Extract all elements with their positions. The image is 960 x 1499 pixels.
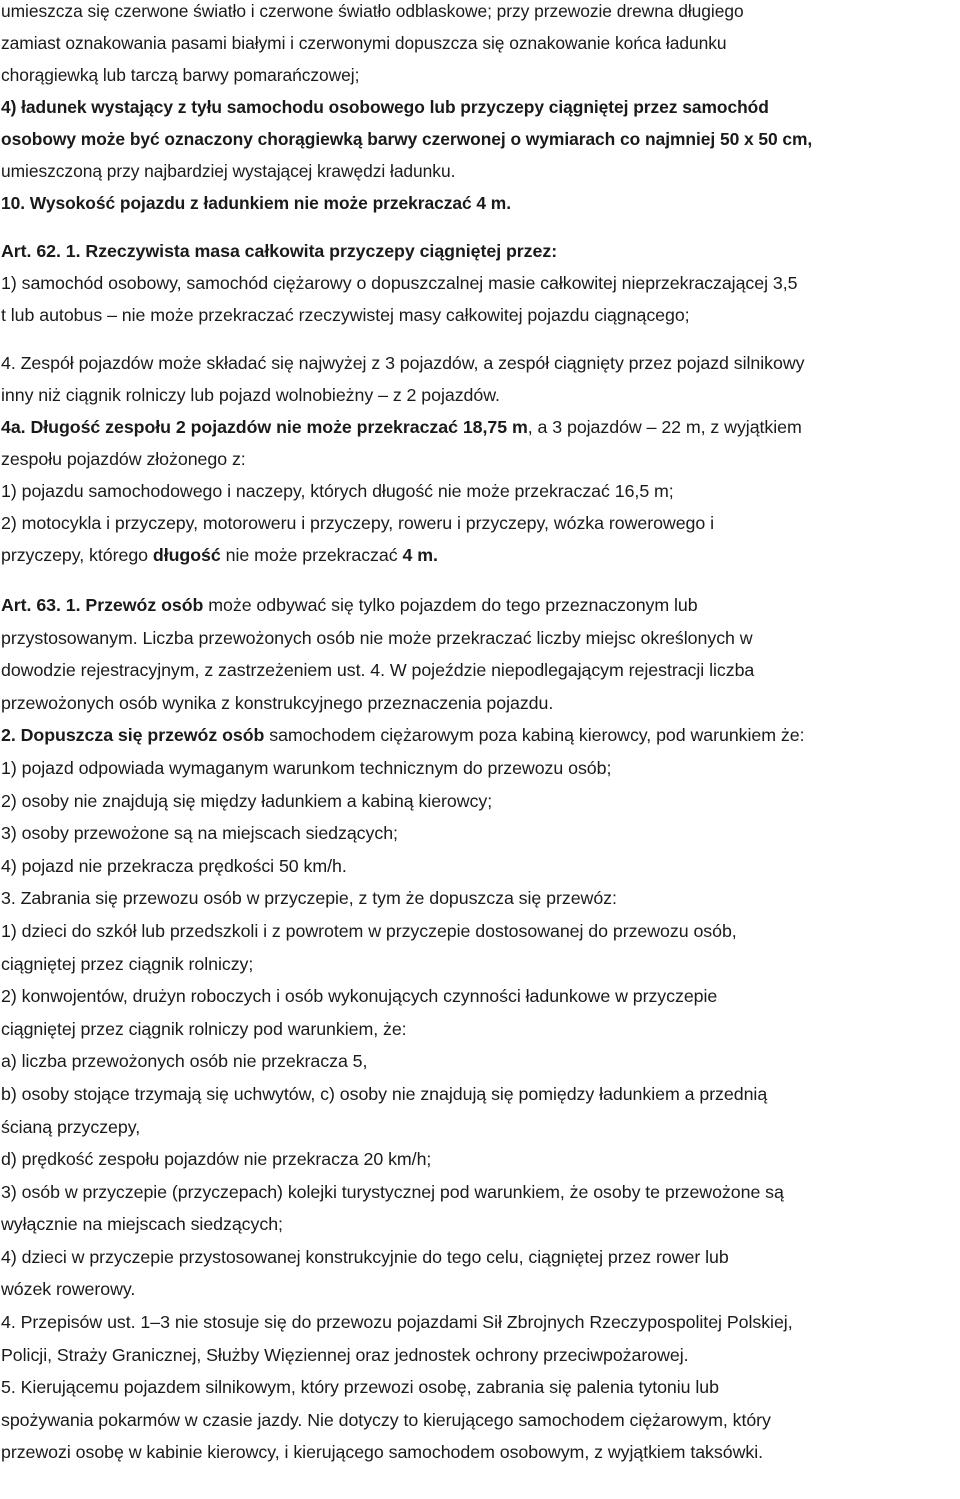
section-load-marking xyxy=(1,0,960,219)
text-span: nie może przekraczać xyxy=(220,545,403,565)
text-line: 3) osób w przyczepie (przyczepach) kolejki turystycznej pod warunkiem, że osoby te przewożone są xyxy=(1,1181,784,1202)
article-63-heading xyxy=(1,589,960,622)
bold-phrase: 2. Dopuszcza się przewóz osób xyxy=(1,725,265,746)
article-number: Art. 62. 1. xyxy=(1,241,81,261)
bold-phrase: 4a. Długość zespołu 2 pojazdów nie może przekraczać 18,75 m xyxy=(1,417,528,437)
text-line: umieszcza się czerwone światło i czerwone światło odblaskowe; przy przewozie drewna długiego xyxy=(1,1,744,21)
text-line: inny niż ciągnik rolniczy lub pojazd wolnobieżny – z 2 pojazdów. xyxy=(1,385,500,405)
bold-phrase: długość xyxy=(152,545,221,565)
text-line: 1) pojazdu samochodowego i naczepy, których długość nie może przekraczać 16,5 m; xyxy=(1,481,674,501)
text-line: chorągiewką lub tarczą barwy pomarańczowej; xyxy=(1,65,360,85)
text-line: a) liczba przewożonych osób nie przekracza 5, xyxy=(1,1051,368,1072)
paragraph-2-line xyxy=(1,719,960,752)
text-line: b) osoby stojące trzymają się uchwytów, c) osoby nie znajdują się pomiędzy ładunkiem a przednią xyxy=(1,1083,768,1104)
text-line: 4) dzieci w przyczepie przystosowanej konstrukcyjnie do tego celu, ciągniętej przez rower lub xyxy=(1,1246,729,1267)
text-line: Policji, Straży Granicznej, Służby Więziennej oraz jednostek ochrony przeciwpożarowej. xyxy=(1,1344,689,1365)
text-line: umieszczoną przy najbardziej wystającej krawędzi ładunku. xyxy=(1,161,456,181)
text-line: 1) dzieci do szkół lub przedszkoli i z powrotem w przyczepie dostosowanej do przewozu osób, xyxy=(1,920,737,941)
text-line: spożywania pokarmów w czasie jazdy. Nie dotyczy to kierującego samochodem ciężarowym, który xyxy=(1,1409,771,1430)
section-art-62 xyxy=(1,235,960,571)
text-line: 2) osoby nie znajdują się między ładunkiem a kabiną kierowcy; xyxy=(1,790,493,811)
text-line: 5. Kierującemu pojazdem silnikowym, który przewozi osobę, zabrania się palenia tytoniu lub xyxy=(1,1377,719,1398)
text-line: 4. Zespół pojazdów może składać się najwyżej z 3 pojazdów, a zespół ciągnięty przez pojazd silnikowy xyxy=(1,353,805,373)
text-line: przewozi osobę w kabinie kierowcy, i kierującego samochodem osobowym, z wyjątkiem taksówki. xyxy=(1,1442,763,1463)
text-line: 1) samochód osobowy, samochód ciężarowy o dopuszczalnej masie całkowitej nieprzekraczającej 3,5 xyxy=(1,273,798,293)
text-line: 4) ładunek wystający z tyłu samochodu osobowego lub przyczepy ciągniętej przez samochód xyxy=(1,97,769,117)
text-span: samochodem ciężarowym poza kabiną kierowcy, pod warunkiem że: xyxy=(264,725,805,746)
text-line: 2) konwojentów, drużyn roboczych i osób wykonujących czynności ładunkowe w przyczepie xyxy=(1,986,718,1007)
text-line: wózek rowerowy. xyxy=(1,1279,136,1300)
text-line: 3) osoby przewożone są na miejscach siedzących; xyxy=(1,823,398,844)
text-line: ciągniętej przez ciągnik rolniczy pod warunkiem, że: xyxy=(1,1018,407,1039)
text-line: d) prędkość zespołu pojazdów nie przekracza 20 km/h; xyxy=(1,1149,432,1170)
article-62-heading xyxy=(1,235,960,267)
article-lead: Rzeczywista masa całkowita przyczepy ciągniętej przez: xyxy=(80,241,558,261)
text-line: 4) pojazd nie przekracza prędkości 50 km/h. xyxy=(1,855,347,876)
bold-phrase: Art. 63. 1. Przewóz osób xyxy=(1,595,204,615)
text-line: ciągniętej przez ciągnik rolniczy; xyxy=(1,953,254,974)
text-line: osobowy może być oznaczony chorągiewką barwy czerwonej o wymiarach co najmniej 50 x 50 cm, xyxy=(1,129,813,149)
text-line: dowodzie rejestracyjnym, z zastrzeżeniem ust. 4. W pojeździe niepodlegającym rejestracji liczba xyxy=(1,660,755,681)
text-line: 3. Zabrania się przewozu osób w przyczepie, z tym że dopuszcza się przewóz: xyxy=(1,888,617,909)
text-line: 4. Przepisów ust. 1–3 nie stosuje się do przewozu pojazdami Sił Zbrojnych Rzeczypospolitej Polskiej, xyxy=(1,1312,793,1333)
text-line: przewożonych osób wynika z konstrukcyjnego przeznaczenia pojazdu. xyxy=(1,692,554,713)
text-line: t lub autobus – nie może przekraczać rzeczywistej masy całkowitej pojazdu ciągnącego; xyxy=(1,305,690,325)
text-line: 10. Wysokość pojazdu z ładunkiem nie może przekraczać 4 m. xyxy=(1,193,511,213)
text-line: 2) motocykla i przyczepy, motoroweru i przyczepy, roweru i przyczepy, wózka rowerowego i xyxy=(1,513,715,533)
text-line: ścianą przyczepy, xyxy=(1,1116,141,1137)
text-span: przyczepy, którego xyxy=(1,545,153,565)
text-line: wyłącznie na miejscach siedzących; xyxy=(1,1214,283,1235)
text-line: przystosowanym. Liczba przewożonych osób nie może przekraczać liczby miejsc określonych w xyxy=(1,627,753,648)
text-span: , a 3 pojazdów – 22 m, z wyjątkiem xyxy=(527,417,802,437)
bold-phrase: 4 m. xyxy=(402,545,438,565)
paragraph-4a-last-line xyxy=(1,539,960,571)
text-line: zamiast oznakowania pasami białymi i czerwonymi dopuszcza się oznakowanie końca ładunku xyxy=(1,33,727,53)
text-line: 1) pojazd odpowiada wymaganym warunkom technicznym do przewozu osób; xyxy=(1,757,612,778)
paragraph-4a-line xyxy=(1,411,960,443)
section-art-63 xyxy=(1,589,960,1469)
text-line: zespołu pojazdów złożonego z: xyxy=(1,449,246,469)
text-span: może odbywać się tylko pojazdem do tego przeznaczonym lub xyxy=(203,595,698,615)
